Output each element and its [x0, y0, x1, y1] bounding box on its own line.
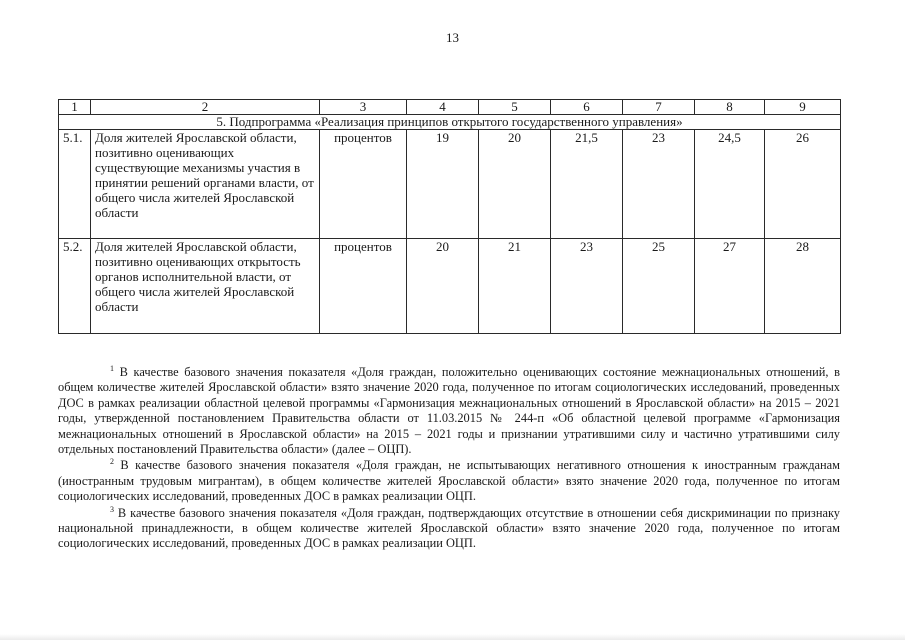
page-number: 13 [446, 30, 459, 45]
column-number-cell: 8 [695, 100, 765, 115]
table-row [59, 239, 841, 334]
value-cell: 23 [551, 239, 623, 334]
footnotes [58, 365, 840, 552]
footnote-mark: 2 [110, 457, 114, 467]
footnote-text: В качестве базового значения показателя «Доля граждан, подтверждающих отсутствие в отношении себя дискриминации по признаку национальной принадлежности, в общем количестве жителей Ярославской области» взято значение 2020 года, полученное по итогам социологических исследований, проведенных ДОС в рамках реализации ОЦП. [58, 505, 840, 551]
value-cell: 20 [407, 239, 479, 334]
indicators-table [58, 99, 841, 334]
value-cell: 27 [695, 239, 765, 334]
unit-cell: процентов [320, 239, 407, 334]
row-number: 5.1. [59, 130, 91, 239]
value-cell: 20 [479, 130, 551, 239]
column-number-cell: 5 [479, 100, 551, 115]
column-number-cell: 4 [407, 100, 479, 115]
value-cell: 21 [479, 239, 551, 334]
indicator-name: Доля жителей Ярославской области, позитивно оценивающих открытость органов исполнительной власти, от общего числа жителей Ярославской области [91, 239, 320, 334]
unit-cell: процентов [320, 130, 407, 239]
footnote-mark: 1 [110, 363, 114, 373]
column-number-cell: 9 [765, 100, 841, 115]
footnote-mark: 3 [110, 504, 114, 514]
value-cell: 24,5 [695, 130, 765, 239]
section-title-row [59, 115, 841, 130]
column-number-cell: 6 [551, 100, 623, 115]
column-number-cell: 2 [91, 100, 320, 115]
value-cell: 26 [765, 130, 841, 239]
section-title: 5. Подпрограмма «Реализация принципов открытого государственного управления» [59, 115, 841, 130]
column-number-cell: 1 [59, 100, 91, 115]
footnote [58, 365, 840, 457]
row-number: 5.2. [59, 239, 91, 334]
table-row [59, 130, 841, 239]
value-cell: 23 [623, 130, 695, 239]
footnote-text: В качестве базового значения показателя «Доля граждан, положительно оценивающих состояние межнациональных отношений, в общем количестве жителей Ярославской области» взято значение 2020 года, полученное по итогам социологических исследований, проведенных ДОС в рамках реализации областной целевой программы «Гармонизация межнациональных отношений в Ярославской области» на 2015 – 2021 годы, утвержденной постановлением Правительства области от 11.03.2015 № 244-п «Об областной целевой программе «Гармонизация межнациональных отношений в Ярославской области» на 2015 – 2021 годы и признании утратившими силу и частично утратившими силу отдельных постановлений Правительства области» (далее – ОЦП). [58, 365, 840, 457]
column-number-cell: 3 [320, 100, 407, 115]
indicator-name: Доля жителей Ярославской области, позитивно оценивающих существующие механизмы участия в принятии решений органами власти, от общего числа жителей Ярославской области [91, 130, 320, 239]
footnote-text: В качестве базового значения показателя «Доля граждан, не испытывающих негативного отношения к иностранным гражданам (иностранным трудовым мигрантам), в общем количестве жителей Ярославской области» взято значение 2020 года, полученное по итогам социологических исследований, проведенных ДОС в рамках реализации ОЦП. [58, 458, 840, 504]
value-cell: 25 [623, 239, 695, 334]
value-cell: 28 [765, 239, 841, 334]
value-cell: 21,5 [551, 130, 623, 239]
footnote [58, 458, 840, 504]
value-cell: 19 [407, 130, 479, 239]
footnote [58, 506, 840, 552]
column-number-row [59, 100, 841, 115]
column-number-cell: 7 [623, 100, 695, 115]
scan-edge-shadow [0, 634, 905, 640]
